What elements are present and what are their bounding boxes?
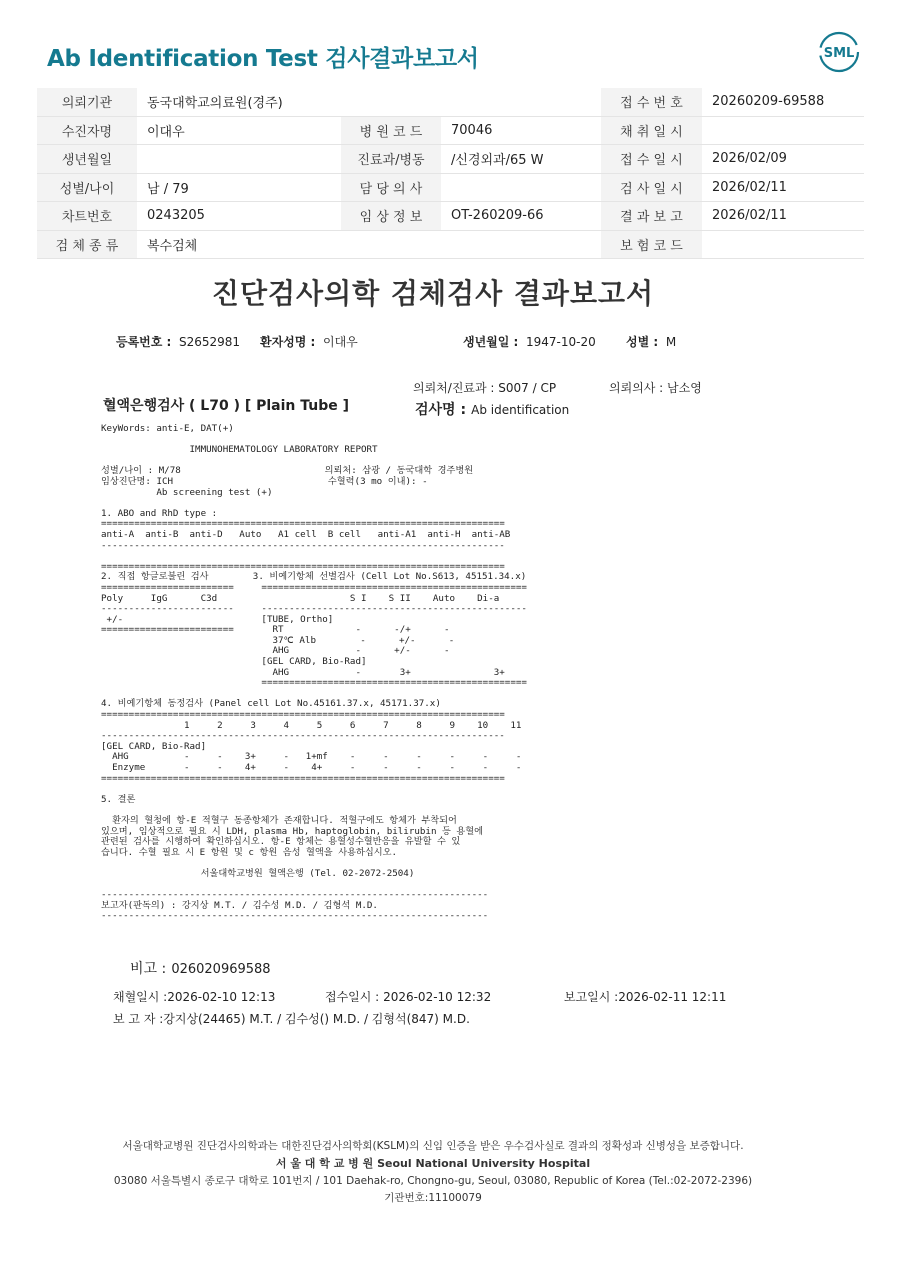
footer-certification: 서울대학교병원 진단검사의학과는 대한진단검사의학회(KSLM)의 신임 인증을 받은 우수검사실로 결과의 정확성과 신병성을 보증합니다. <box>122 1140 744 1152</box>
receipt-time <box>325 988 491 1005</box>
info-label: 담 당 의 사 <box>341 174 441 202</box>
collection-value: 2026-02-10 12:13 <box>167 990 276 1004</box>
info-label: 채 취 일 시 <box>601 117 702 145</box>
remark-value: 026020969588 <box>171 962 271 977</box>
patient-name-label: 환자성명 : <box>260 335 316 349</box>
reporters <box>113 1010 470 1027</box>
collection-label: 채혈일시 : <box>113 990 168 1004</box>
birth-date-value: 1947-10-20 <box>526 335 596 349</box>
info-table <box>37 88 864 259</box>
collection-time <box>113 988 275 1005</box>
report-title: 진단검사의학 검체검사 결과보고서 <box>211 277 655 310</box>
footer-institution-number: 기관번호:11100079 <box>384 1192 482 1204</box>
birth-date-label: 생년월일 : <box>463 335 519 349</box>
info-row <box>37 231 864 260</box>
sex-value: M <box>665 335 677 349</box>
info-value: 0243205 <box>147 208 205 224</box>
test-group: 혈액은행검사 ( L70 ) [ Plain Tube ] <box>103 398 350 414</box>
department: 의뢰처/진료과 : S007 / CP <box>413 381 557 395</box>
info-label: 접 수 일 시 <box>601 145 702 173</box>
test-name <box>415 399 569 419</box>
info-label: 결 과 보 고 <box>601 202 702 230</box>
patient-name <box>260 333 358 350</box>
remark <box>130 958 271 978</box>
reporters-value: 강지상(24465) M.T. / 김수성() M.D. / 김형석(847) M.D. <box>163 1012 470 1026</box>
test-name-label: 검사명 : <box>415 402 467 418</box>
registration-number <box>116 333 240 350</box>
info-row <box>37 88 864 117</box>
info-value: 70046 <box>451 122 493 138</box>
info-value: 20260209-69588 <box>712 94 825 110</box>
birth-date <box>463 333 596 350</box>
info-value: 동국대학교의료원(경주) <box>147 96 283 112</box>
report-time-value: 2026-02-11 12:11 <box>618 990 727 1004</box>
info-value: 복수검체 <box>147 238 198 254</box>
info-label: 의뢰기관 <box>37 88 137 116</box>
info-value <box>702 231 864 259</box>
info-label: 병 원 코 드 <box>341 117 441 145</box>
info-value: OT-260209-66 <box>451 208 544 224</box>
info-value: 남 / 79 <box>147 181 189 197</box>
info-label: 차트번호 <box>37 202 137 230</box>
info-value <box>702 117 864 145</box>
info-label: 생년월일 <box>37 145 137 173</box>
info-row <box>37 174 864 203</box>
info-value: 2026/02/09 <box>712 151 787 167</box>
registration-label: 등록번호 : <box>116 335 172 349</box>
document-title: Ab Identification Test 검사결과보고서 <box>47 46 479 72</box>
info-row <box>37 117 864 146</box>
info-row <box>37 145 864 174</box>
info-label: 보 험 코 드 <box>601 231 702 259</box>
info-row <box>37 202 864 231</box>
info-label: 접 수 번 호 <box>601 88 702 116</box>
info-value: 2026/02/11 <box>712 179 787 195</box>
logo-text: SML <box>823 46 855 61</box>
sex-label: 성별 : <box>626 335 659 349</box>
info-value: /신경외과/65 W <box>451 153 544 169</box>
info-label: 임 상 정 보 <box>341 202 441 230</box>
info-value: 이대우 <box>147 124 185 140</box>
reporters-label: 보 고 자 : <box>113 1012 164 1026</box>
lab-report-body: KeyWords: anti-E, DAT(+) IMMUNOHEMATOLOGY LABORATORY REPORT 성별/나이 : M/78 의뢰처: 삼광 / 동국대학 경주병원 임상진단명: ICH 수혈력(3 mo 이내): - Ab screening test (+) 1. ABO and RhD type : ========================================================================= anti-A anti-B anti-D Auto A1 cell B cell anti-A1 anti-H anti-AB ------------------------------------------------------------------------- ========================================================================= 2. 직접 항글로불린 검사 3. 비예기항체 선별검사 (Cell Lot No.S613, 45151.34.x) ======================== ================================================ Poly IgG C3d S I S II Auto Di-a ------------------------ ------------------------------------------------ +/- [TUBE, Ortho] ======================== RT - -/+ - 37℃ Alb - +/- - AHG - +/- - [GEL CARD, Bio-Rad] AHG - 3+ 3+ ================================================ 4. 비예기항체 동정검사 (Panel cell Lot No.45161.37.x, 45171.37.x) ========================================================================= 1 2 3 4 5 6 7 8 9 10 11 ------------------------------------------------------------------------- [GEL CARD, Bio-Rad] AHG - - 3+ - 1+mf - - - - - - Enzyme - - 4+ - 4+ - - - - - - ========================================================================= 5. 결론 환자의 혈청에 항-E 적혈구 동종항체가 존재합니다. 적혈구에도 항체가 부착되어 있으며, 임상적으로 필요 시 LDH, plasma Hb, haptoglobin, bilirubin 등 용혈에 관련된 검사를 시행하여 확인하십시오. 항-E 항체는 용혈성수혈반응을 유발할 수 있 습니다. 수혈 필요 시 E 항원 및 c 항원 음성 혈액을 사용하십시오. 서울대학교병원 혈액은행 (Tel. 02-2072-2504) ---------------------------------------------------------------------- 보고자(판독의) : 강지상 M.T. / 김수성 M.D. / 김형석 M.D. ---------------------------------------------------------------------- <box>101 423 527 922</box>
info-label: 수진자명 <box>37 117 137 145</box>
info-value: 2026/02/11 <box>712 208 787 224</box>
info-value <box>137 145 341 173</box>
info-label: 검 사 일 시 <box>601 174 702 202</box>
test-name-value: Ab identification <box>471 403 570 417</box>
info-value <box>441 174 601 202</box>
footer-hospital-name: 서 울 대 학 교 병 원 Seoul National University Hospital <box>275 1157 591 1170</box>
receipt-value: 2026-02-10 12:32 <box>383 990 492 1004</box>
report-time-label: 보고일시 : <box>564 990 619 1004</box>
info-label: 검 체 종 류 <box>37 231 137 259</box>
receipt-label: 접수일시 : <box>325 990 380 1004</box>
remark-label: 비고 : <box>130 961 167 977</box>
report-time <box>564 988 726 1005</box>
sml-logo <box>818 30 860 74</box>
info-label: 진료과/병동 <box>341 145 441 173</box>
ordering-doctor: 의뢰의사 : 남소영 <box>609 381 702 395</box>
sex <box>626 333 676 350</box>
info-label: 성별/나이 <box>37 174 137 202</box>
footer-address: 03080 서울특별시 종로구 대학로 101번지 / 101 Daehak-ro, Chongno-gu, Seoul, 03080, Republic of Korea (Tel.:02-2072-2396) <box>113 1175 753 1187</box>
patient-name-value: 이대우 <box>323 335 358 349</box>
registration-value: S2652981 <box>179 335 241 349</box>
